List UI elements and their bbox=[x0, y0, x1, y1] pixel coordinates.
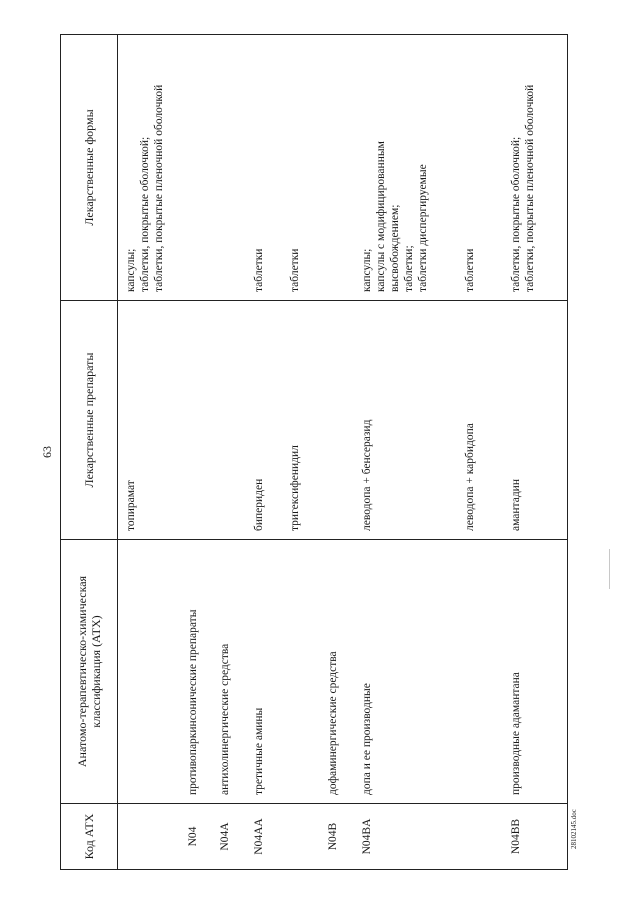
form-line: таблетки, покрытые пленочной оболочкой bbox=[153, 84, 165, 292]
form-line: капсулы с модифицированным bbox=[374, 141, 387, 292]
row-classification: третичные амины bbox=[247, 540, 283, 804]
table-row bbox=[118, 35, 180, 870]
row-drug: бипериден bbox=[247, 301, 283, 540]
footer-file-reference: 28102145.doc bbox=[570, 809, 578, 849]
table-row bbox=[321, 35, 357, 870]
row-drug: тригексифенидил bbox=[283, 301, 321, 540]
row-drug: топирамат bbox=[118, 301, 180, 540]
row-drug: леводопа + карбидопа bbox=[459, 301, 505, 540]
row-drug: амантадин bbox=[505, 301, 568, 540]
row-classification bbox=[118, 540, 180, 804]
row-classification: допа и ее производные bbox=[357, 540, 459, 804]
row-code: N04BA bbox=[357, 804, 459, 870]
row-drug: леводопа + бенсеразид bbox=[357, 301, 459, 540]
row-code bbox=[118, 804, 180, 870]
row-forms bbox=[505, 35, 568, 301]
form-line: высвобождением; bbox=[388, 204, 401, 292]
row-code bbox=[283, 804, 321, 870]
row-code: N04B bbox=[321, 804, 357, 870]
row-forms bbox=[357, 35, 459, 301]
table-row bbox=[283, 35, 321, 870]
form-line: капсулы; bbox=[360, 248, 373, 292]
form-line: таблетки; bbox=[402, 245, 415, 292]
table-header-row bbox=[61, 35, 118, 870]
form-line: таблетки, покрытые пленочной оболочкой bbox=[523, 84, 536, 292]
form-line: таблетки диспергируемые bbox=[416, 164, 429, 292]
row-classification bbox=[283, 540, 321, 804]
table-row bbox=[357, 35, 459, 870]
form-line: таблетки, покрытые оболочкой; bbox=[509, 136, 522, 292]
row-drug bbox=[213, 301, 247, 540]
header-forms: Лекарственные формы bbox=[61, 35, 118, 301]
table-row bbox=[247, 35, 283, 870]
table-row bbox=[505, 35, 568, 870]
scan-mark bbox=[609, 549, 610, 589]
row-forms bbox=[213, 35, 247, 301]
form-line: таблетки bbox=[463, 248, 476, 292]
row-code: N04 bbox=[180, 804, 213, 870]
header-classification: Анатомо-терапевтическо-химическая классификация (АТХ) bbox=[61, 540, 118, 804]
row-code: N04BB bbox=[505, 804, 568, 870]
table-row bbox=[180, 35, 213, 870]
row-drug bbox=[180, 301, 213, 540]
row-code: N04AA bbox=[247, 804, 283, 870]
header-drugs: Лекарственные препараты bbox=[61, 301, 118, 540]
row-drug bbox=[321, 301, 357, 540]
row-forms bbox=[118, 35, 180, 301]
form-line: капсулы; bbox=[125, 248, 137, 292]
row-forms bbox=[459, 35, 505, 301]
form-line: таблетки bbox=[288, 248, 301, 292]
form-line: таблетки, покрытые оболочкой; bbox=[139, 136, 151, 292]
row-forms bbox=[283, 35, 321, 301]
row-code bbox=[459, 804, 505, 870]
table-row bbox=[459, 35, 505, 870]
row-forms bbox=[180, 35, 213, 301]
table-row bbox=[213, 35, 247, 870]
row-forms bbox=[247, 35, 283, 301]
header-code: Код АТХ bbox=[61, 804, 118, 870]
atc-table-rotated bbox=[60, 35, 580, 870]
row-classification bbox=[459, 540, 505, 804]
row-classification: производные адамантана bbox=[505, 540, 568, 804]
row-code: N04A bbox=[213, 804, 247, 870]
row-forms bbox=[321, 35, 357, 301]
row-classification: антихолинергические средства bbox=[213, 540, 247, 804]
row-classification: противопаркинсонические препараты bbox=[180, 540, 213, 804]
atc-table bbox=[60, 34, 568, 870]
form-line: таблетки bbox=[252, 248, 265, 292]
page-number: 63 bbox=[40, 446, 54, 458]
row-classification: дофаминергические средства bbox=[321, 540, 357, 804]
